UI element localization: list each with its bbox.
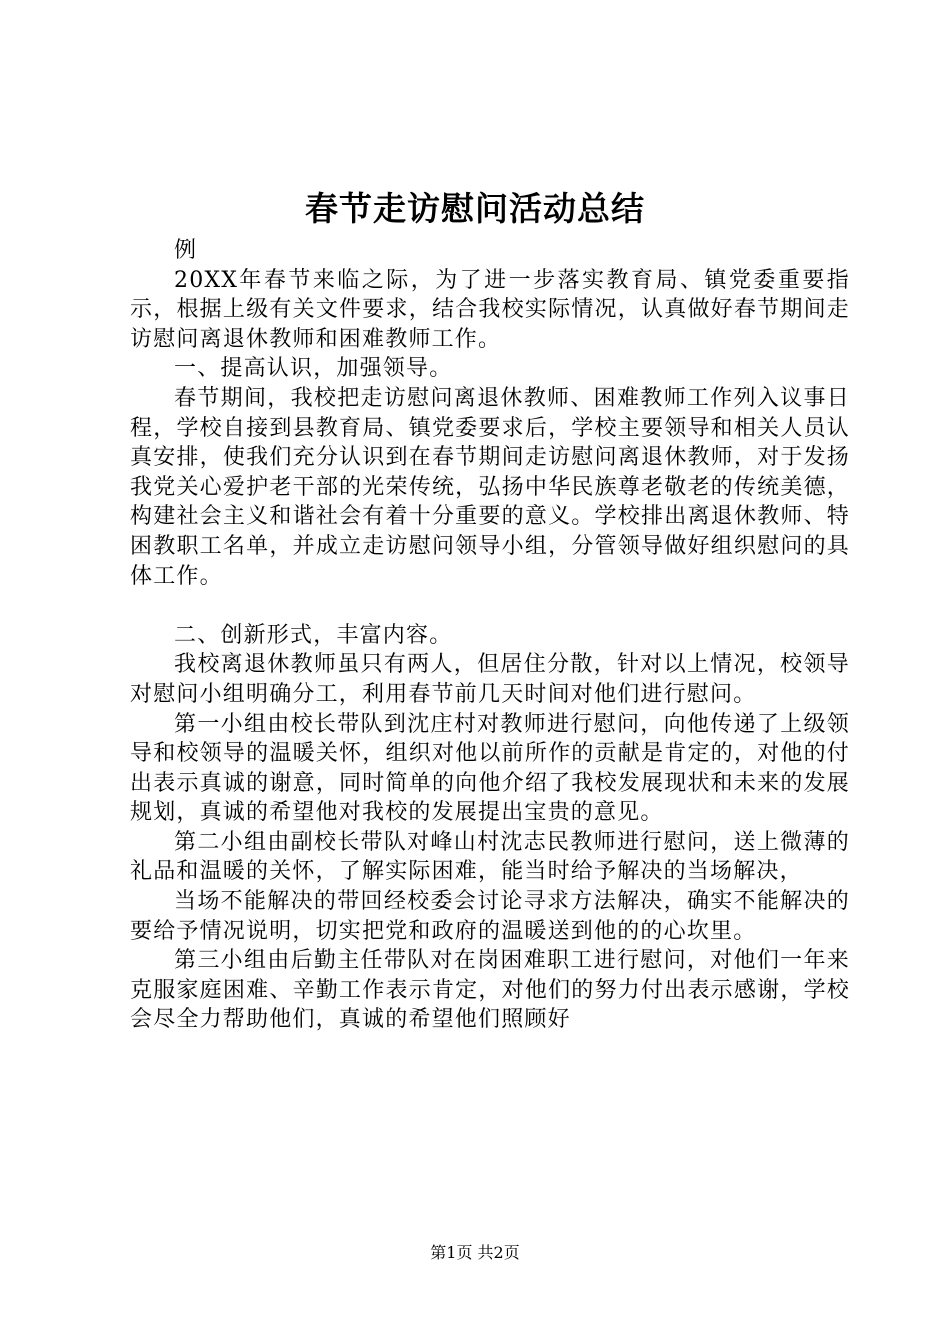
page-title: 春节走访慰问活动总结 (305, 189, 645, 228)
paragraph-example: 例 (174, 238, 198, 263)
section-heading-1: 一、提高认识，加强领导。 (174, 356, 453, 382)
paragraph-group-2-cont: 当场不能解决的带回经校委会讨论寻求方法解决，确实不能解决的要给予情况说明，切实把党和政府的温暖送到他的的心坎里。 (130, 889, 850, 944)
paragraph-section-2: 我校离退休教师虽只有两人，但居住分散，针对以上情况，校领导对慰问小组明确分工，利用春节前几天时间对他们进行慰问。 (130, 652, 850, 707)
paragraph-group-2: 第二小组由副校长带队对峰山村沈志民教师进行慰问，送上微薄的礼品和温暖的关怀，了解实际困难，能当时给予解决的当场解决， (130, 829, 850, 885)
paragraph-section-1: 春节期间，我校把走访慰问离退休教师、困难教师工作列入议事日程，学校自接到县教育局、镇党委要求后，学校主要领导和相关人员认真安排，使我们充分认识到在春节期间走访慰问离退休教师，对于发扬我党关心爱护老干部的光荣传统，弘扬中华民族尊老敬老的传统美德，构建社会主义和谐社会有着十分重要的意义。学校排出离退休教师、特困教职工名单，并成立走访慰问领导小组，分管领导做好组织慰问的具体工作。 (130, 385, 850, 589)
section-heading-2: 二、创新形式，丰富内容。 (174, 622, 453, 648)
paragraph-intro: 20XX年春节来临之际，为了进一步落实教育局、镇党委重要指示，根据上级有关文件要求，结合我校实际情况，认真做好春节期间走访慰问离退休教师和困难教师工作。 (130, 267, 850, 352)
page-number: 第1页 共2页 (430, 1243, 520, 1262)
document-body (130, 236, 850, 1035)
paragraph-group-1: 第一小组由校长带队到沈庄村对教师进行慰问，向他传递了上级领导和校领导的温暖关怀，组织对他以前所作的贡献是肯定的，对他的付出表示真诚的谢意，同时简单的向他介绍了我校发展现状和未来的发展规划，真诚的希望他对我校的发展提出宝贵的意见。 (130, 711, 850, 826)
paragraph-group-3: 第三小组由后勤主任带队对在岗困难职工进行慰问，对他们一年来克服家庭困难、辛勤工作表示肯定，对他们的努力付出表示感谢，学校会尽全力帮助他们，真诚的希望他们照顾好 (130, 948, 850, 1033)
